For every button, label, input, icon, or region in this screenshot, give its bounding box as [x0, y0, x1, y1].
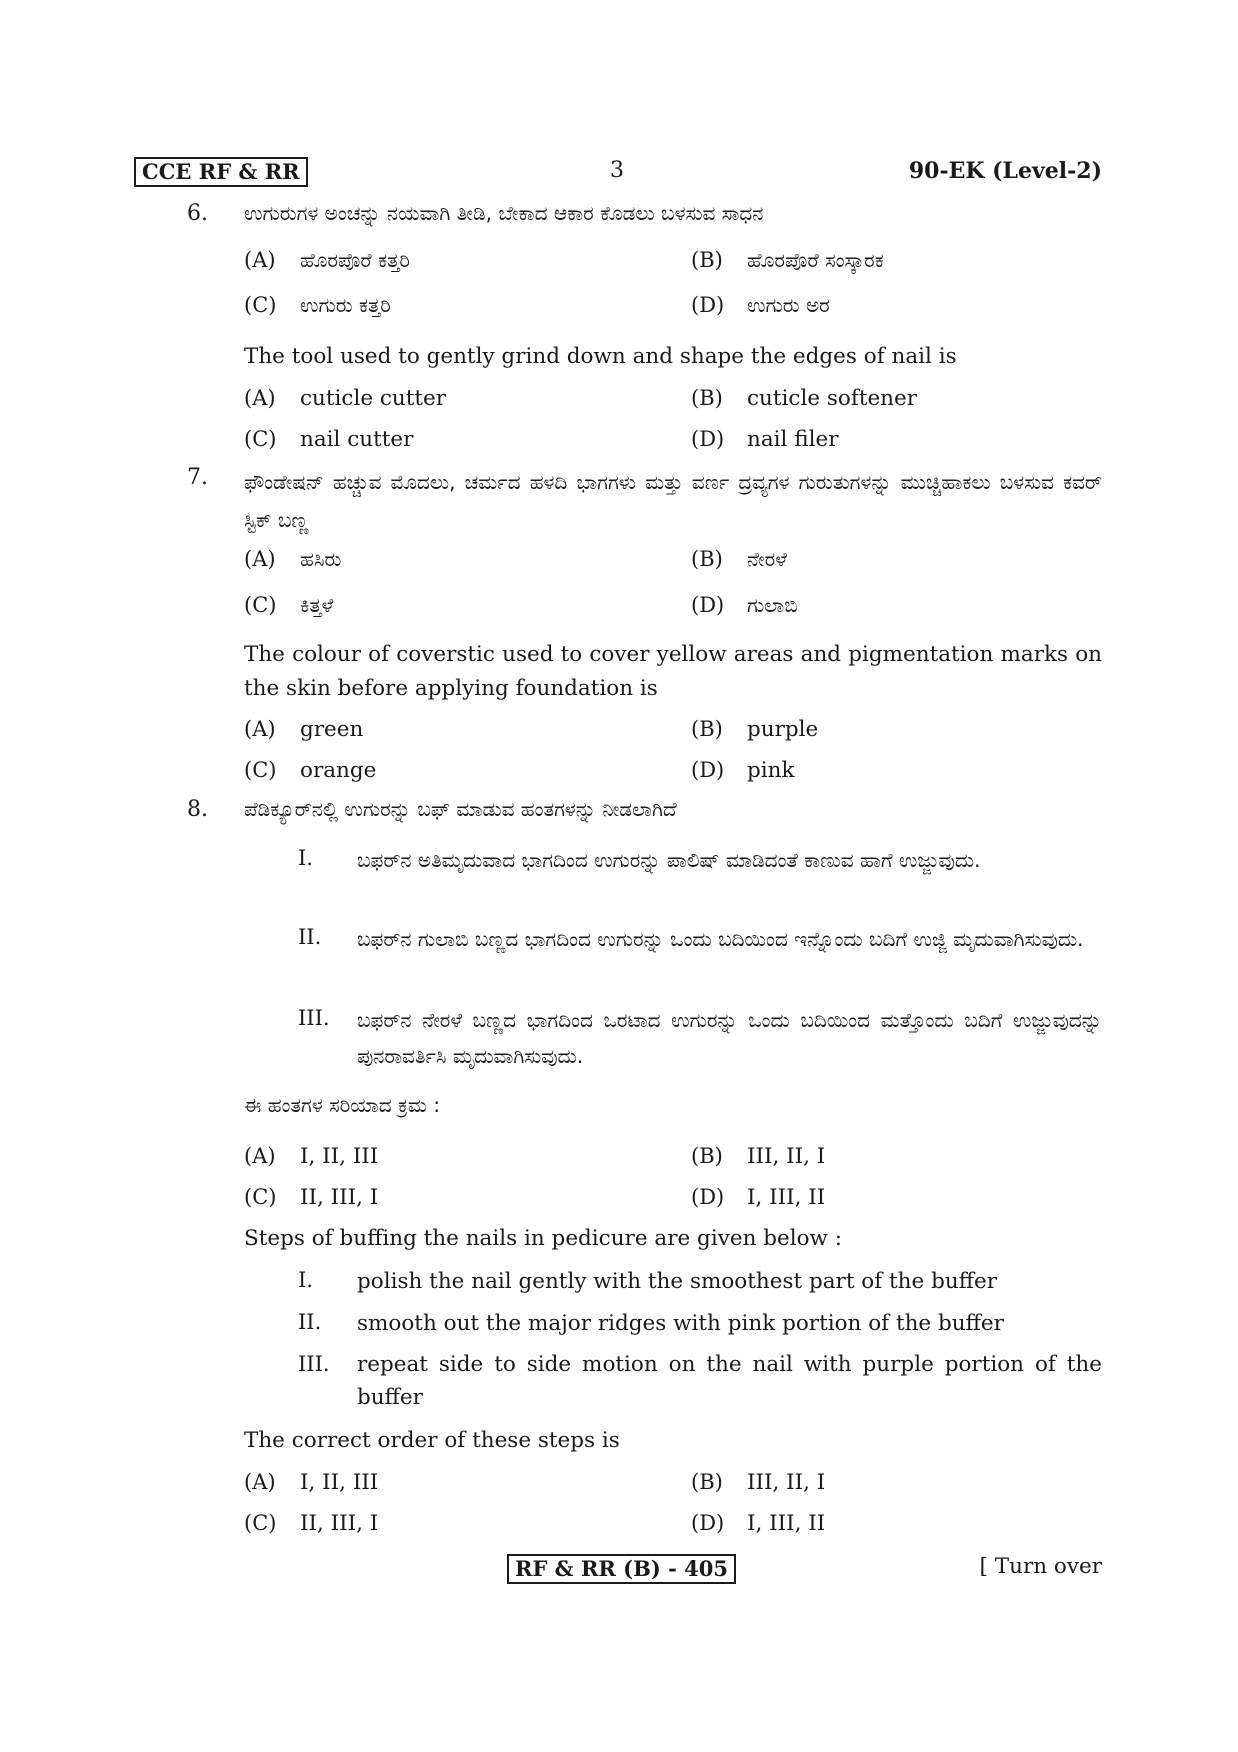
step-label: III.: [298, 1352, 330, 1376]
option-text: ಉಗುರು ಅರ: [747, 293, 830, 317]
question-text-english: The colour of coverstic used to cover yellow areas and pigmentation marks on the skin before applying foundation is: [244, 642, 1102, 701]
option-text: purple: [747, 717, 819, 742]
step-text: smooth out the major ridges with pink portion of the buffer: [357, 1311, 1004, 1336]
option-label: (D): [691, 427, 725, 451]
header-code-box: CCE RF & RR: [134, 157, 308, 187]
option-text: I, II, III: [300, 1470, 379, 1495]
order-prompt-kannada: ಈ ಹಂತಗಳ ಸರಿಯಾದ ಕ್ರಮ :: [244, 1093, 440, 1117]
option-text: ಕಿತ್ತಳೆ: [300, 593, 334, 617]
question-number: 6.: [187, 201, 208, 226]
option-label: (D): [691, 293, 725, 317]
option-text: ಹೊರಪೊರೆ ಸಂಸ್ಕಾರಕ: [747, 248, 884, 272]
option-label: (D): [691, 758, 725, 782]
question-number: 8.: [187, 797, 208, 822]
option-label: (C): [244, 1511, 277, 1535]
option-label: (D): [691, 593, 725, 617]
turn-over-note: [ Turn over: [979, 1554, 1102, 1579]
option-label: (A): [244, 386, 276, 410]
option-text: I, III, II: [747, 1185, 826, 1210]
step-label: I.: [298, 1268, 313, 1292]
step-text: polish the nail gently with the smoothest part of the buffer: [357, 1269, 997, 1294]
step-text: repeat side to side motion on the nail with purple portion of the buffer: [357, 1352, 1102, 1410]
option-label: (C): [244, 293, 277, 317]
question-text-english: Steps of buffing the nails in pedicure are given below :: [244, 1226, 843, 1251]
option-label: (A): [244, 547, 276, 571]
question-number: 7.: [187, 465, 208, 490]
option-text: ಉಗುರು ಕತ್ತರಿ: [300, 293, 391, 317]
option-label: (C): [244, 427, 277, 451]
step-text: ಬಫರ್‌ನ ನೇರಳೆ ಬಣ್ಣದ ಭಾಗದಿಂದ ಒರಟಾದ ಉಗುರನ್ನು ಒಂದು ಬದಿಯಿಂದ ಮತ್ತೊಂದು ಬದಿಗೆ ಉಜ್ಜುವುದನ್ನು ಪುನರಾವರ್ತಿಸಿ ಮೃದುವಾಗಿಸುವುದು.: [357, 1008, 1102, 1068]
option-label: (C): [244, 1185, 277, 1209]
option-label: (D): [691, 1185, 725, 1209]
option-label: (C): [244, 758, 277, 782]
option-label: (B): [691, 717, 723, 741]
option-text: II, III, I: [300, 1185, 379, 1210]
option-label: (A): [244, 248, 276, 272]
option-label: (A): [244, 717, 276, 741]
option-text: cuticle cutter: [300, 386, 447, 411]
option-label: (B): [691, 547, 723, 571]
option-text: III, II, I: [747, 1470, 826, 1495]
paper-code: 90-EK (Level-2): [908, 158, 1102, 184]
option-text: I, III, II: [747, 1511, 826, 1536]
option-text: ಹೊರಪೊರೆ ಕತ್ತರಿ: [300, 248, 410, 272]
option-label: (D): [691, 1511, 725, 1535]
page-number: 3: [610, 158, 624, 183]
option-text: nail cutter: [300, 427, 414, 452]
step-label: I.: [298, 846, 313, 870]
order-prompt-english: The correct order of these steps is: [244, 1428, 620, 1453]
option-label: (A): [244, 1144, 276, 1168]
option-text: ಗುಲಾಬಿ: [747, 593, 798, 617]
option-label: (B): [691, 386, 723, 410]
option-label: (B): [691, 1144, 723, 1168]
question-text-english: The tool used to gently grind down and shape the edges of nail is: [244, 344, 957, 369]
option-text: orange: [300, 758, 377, 783]
question-text-kannada: ಉಗುರುಗಳ ಅಂಚನ್ನು ನಯವಾಗಿ ತೀಡಿ, ಬೇಕಾದ ಆಕಾರ ಕೊಡಲು ಬಳಸುವ ಸಾಧನ: [244, 201, 764, 225]
step-label: II.: [298, 1310, 322, 1334]
step-label: III.: [298, 1006, 330, 1030]
option-label: (B): [691, 1470, 723, 1494]
question-text-kannada: ಫೌಂಡೇಷನ್ ಹಚ್ಚುವ ಮೊದಲು, ಚರ್ಮದ ಹಳದಿ ಭಾಗಗಳು ಮತ್ತು ವರ್ಣ ದ್ರವ್ಯಗಳ ಗುರುತುಗಳನ್ನು ಮುಚ್ಚಿಹಾಕಲು ಬಳಸುವ ಕವರ್ ಸ್ಟಿಕ್ ಬಣ್ಣ: [244, 470, 1102, 532]
option-text: nail filer: [747, 427, 839, 452]
option-text: green: [300, 717, 364, 742]
option-text: pink: [747, 758, 795, 783]
option-label: (B): [691, 248, 723, 272]
step-label: II.: [298, 925, 322, 949]
footer-code-box: RF & RR (B) - 405: [507, 1554, 736, 1584]
question-text-kannada: ಪೆಡಿಕ್ಯೂರ್‌ನಲ್ಲಿ ಉಗುರನ್ನು ಬಫ್ ಮಾಡುವ ಹಂತಗಳನ್ನು ನೀಡಲಾಗಿದೆ: [244, 797, 677, 821]
step-text: ಬಫರ್‌ನ ಅತಿಮೃದುವಾದ ಭಾಗದಿಂದ ಉಗುರನ್ನು ಪಾಲಿಷ್ ಮಾಡಿದಂತೆ ಕಾಣುವ ಹಾಗೆ ಉಜ್ಜುವುದು.: [357, 848, 981, 872]
option-label: (C): [244, 593, 277, 617]
option-text: II, III, I: [300, 1511, 379, 1536]
option-text: I, II, III: [300, 1144, 379, 1169]
step-text: ಬಫರ್‌ನ ಗುಲಾಬಿ ಬಣ್ಣದ ಭಾಗದಿಂದ ಉಗುರನ್ನು ಒಂದು ಬದಿಯಿಂದ ಇನ್ನೊಂದು ಬದಿಗೆ ಉಜ್ಜಿ ಮೃದುವಾಗಿಸುವುದು.: [357, 927, 1084, 951]
option-label: (A): [244, 1470, 276, 1494]
option-text: III, II, I: [747, 1144, 826, 1169]
option-text: cuticle softener: [747, 386, 918, 411]
option-text: ನೇರಳೆ: [747, 547, 787, 571]
option-text: ಹಸಿರು: [300, 547, 342, 571]
